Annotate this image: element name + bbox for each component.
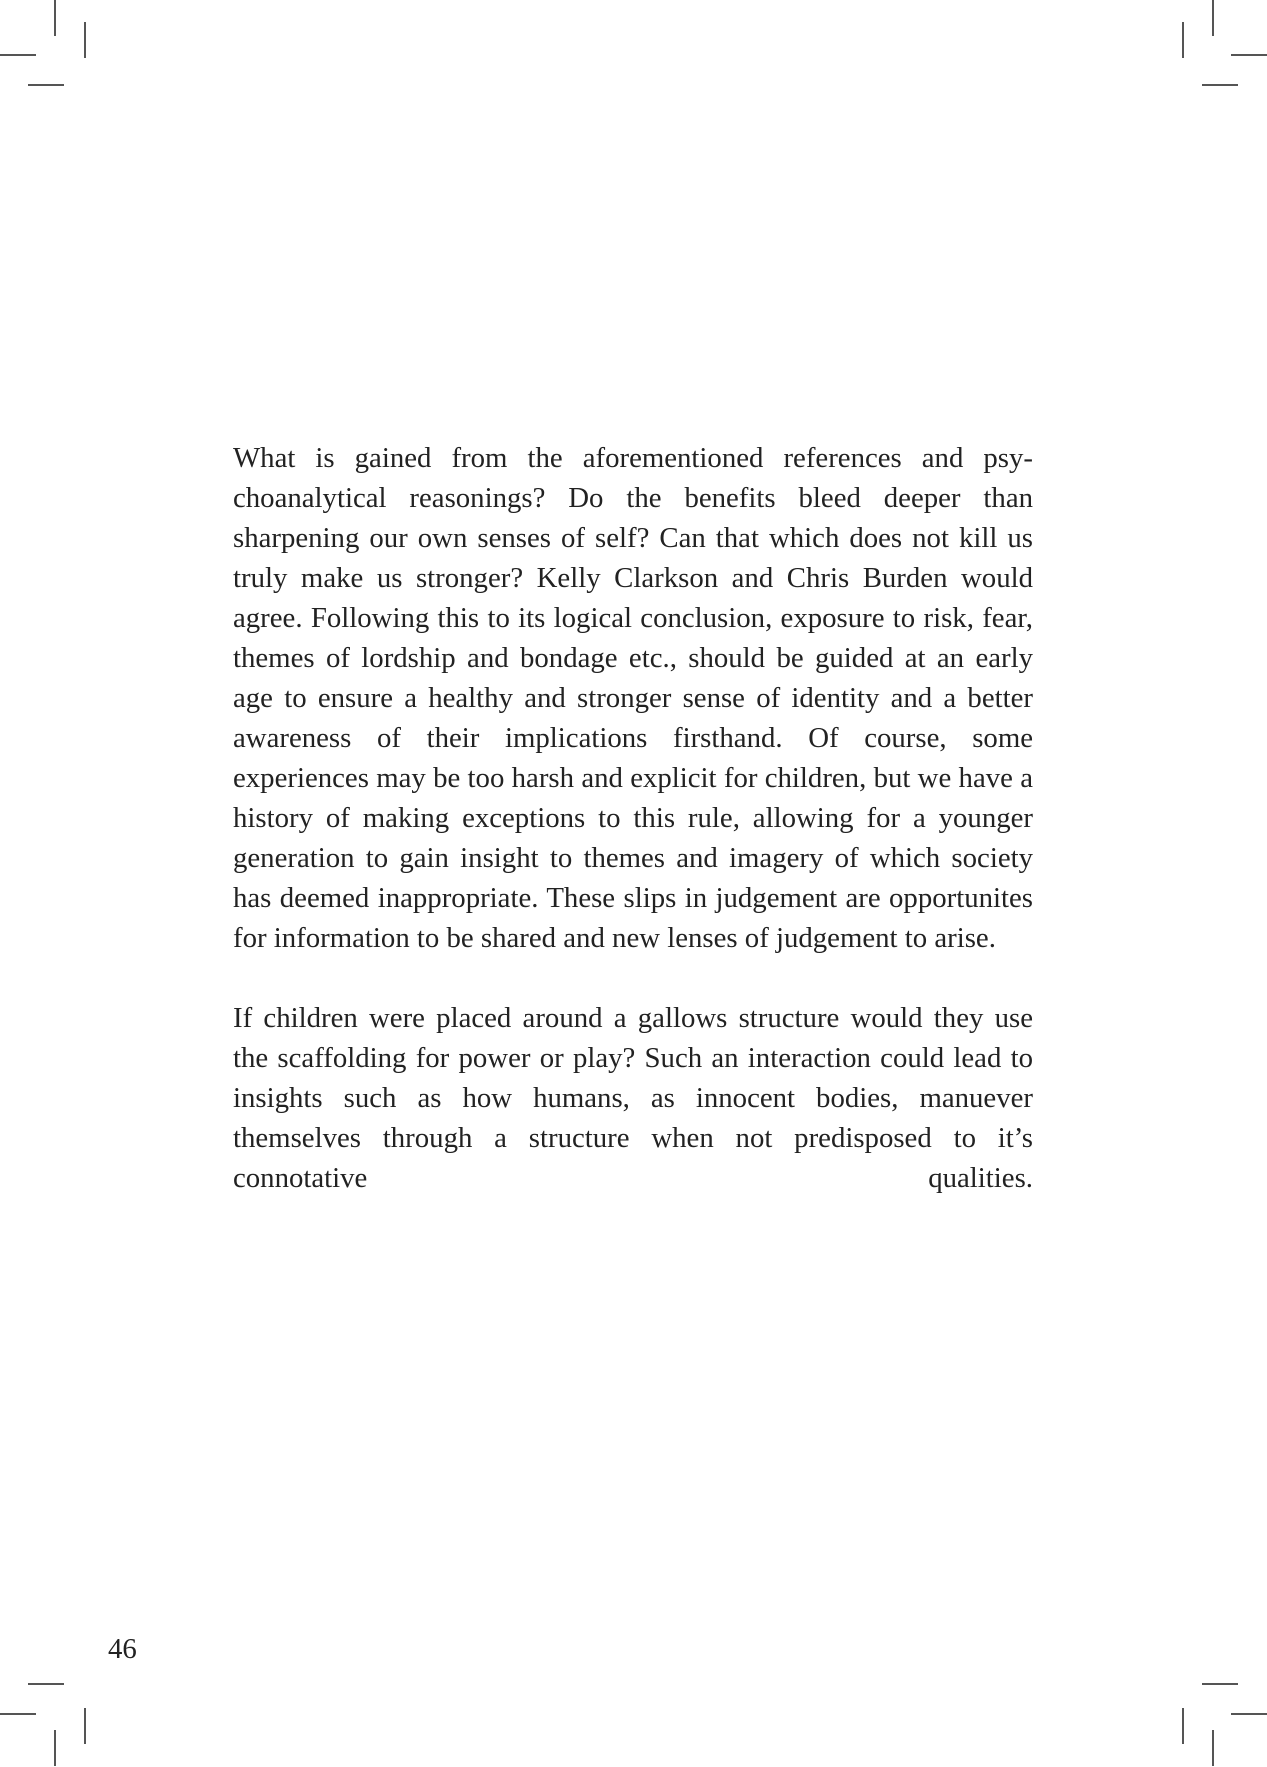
crop-mark	[54, 0, 56, 36]
body-text	[233, 438, 1033, 1198]
crop-mark	[84, 22, 86, 58]
crop-mark	[0, 1713, 36, 1715]
crop-mark	[0, 54, 36, 56]
crop-mark	[1231, 1713, 1267, 1715]
crop-mark	[1202, 84, 1238, 86]
crop-mark	[1182, 1708, 1184, 1744]
crop-mark	[28, 84, 64, 86]
crop-mark	[1202, 1683, 1238, 1685]
crop-mark	[1231, 54, 1267, 56]
paragraph-1: What is gained from the aforementioned references and psychoanalytical reasonings? Do the benefits bleed deeper than sharpening our own senses of self? Can that which does not kill us truly make us stronger? Kelly Clarkson and Chris Burden would agree. Following this to its logical conclusion, exposure to risk, fear, themes of lordship and bondage etc., should be guided at an early age to ensure a healthy and stronger sense of identity and a better awareness of their implications firsthand. Of course, some experiences may be too harsh and explicit for children, but we have a history of making exceptions to this rule, allowing for a younger generation to gain insight to themes and imagery of which society has deemed inappropriate. These slips in judgement are opportunites for information to be shared and new lenses of judgement to arise.	[233, 442, 1033, 954]
crop-mark	[84, 1708, 86, 1744]
page-number: 46	[108, 1633, 137, 1665]
crop-mark	[28, 1683, 64, 1685]
crop-mark	[1182, 22, 1184, 58]
paragraph-2: If children were placed around a gallows structure would they use the scaffolding for power or play? Such an interaction could lead to insights such as how humans, as innocent bodies, manuever themselves through a structure when not predisposed to it’s connotative qualities.	[233, 1002, 1033, 1194]
crop-mark	[54, 1730, 56, 1766]
crop-mark	[1212, 1730, 1214, 1766]
crop-mark	[1212, 0, 1214, 36]
